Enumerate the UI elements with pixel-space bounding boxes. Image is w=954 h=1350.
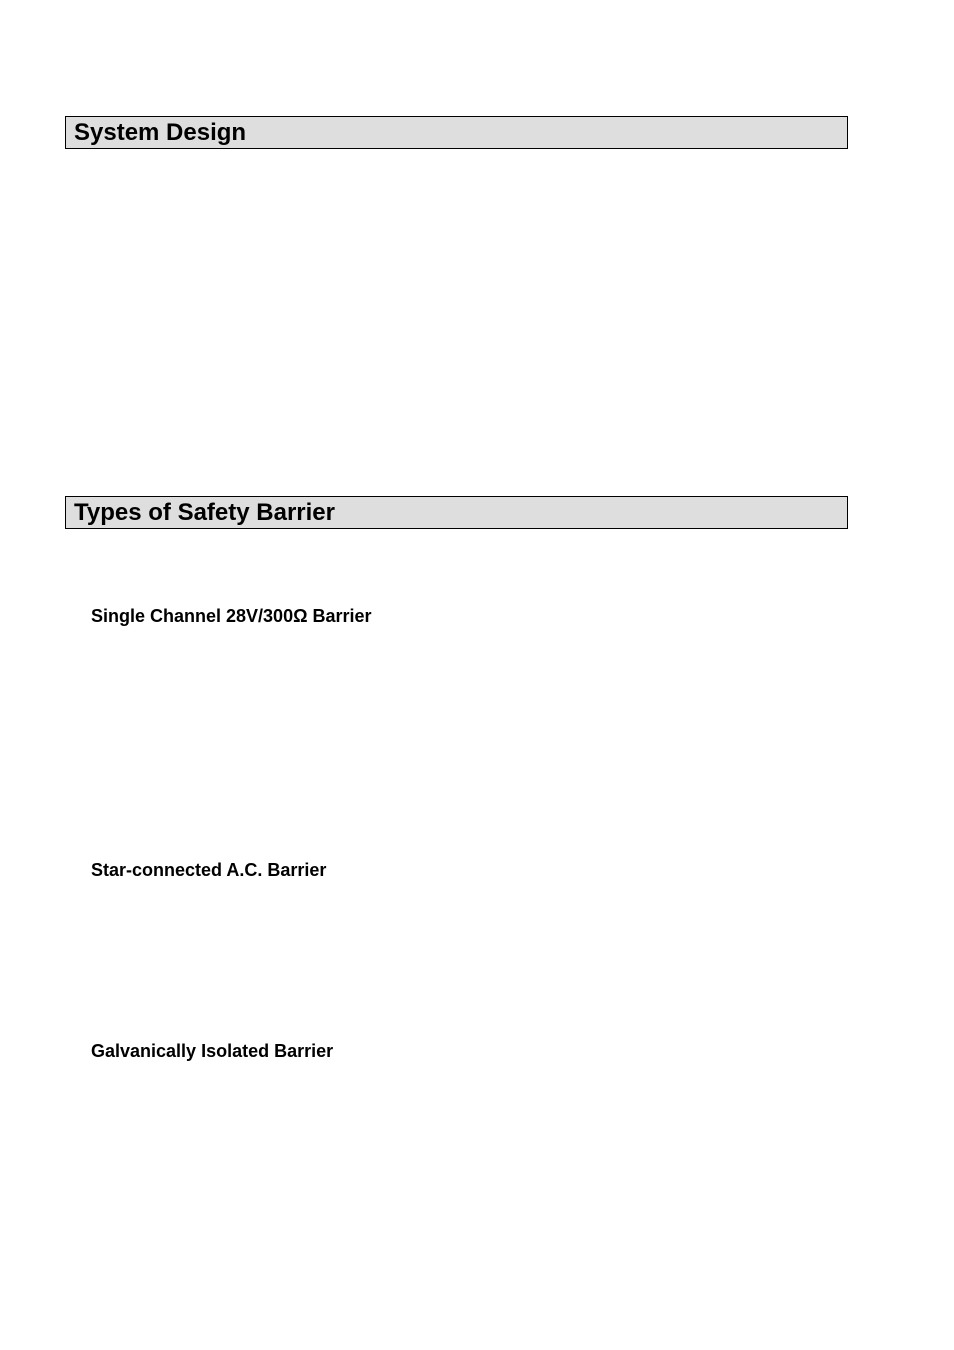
section-heading-system-design: System Design <box>65 116 848 149</box>
section-heading-types-of-safety-barrier: Types of Safety Barrier <box>65 496 848 529</box>
subheading-single-channel-barrier: Single Channel 28V/300Ω Barrier <box>91 606 372 626</box>
subheading-galvanically-isolated-barrier: Galvanically Isolated Barrier <box>91 1041 334 1061</box>
subheading-star-connected-ac-barrier: Star-connected A.C. Barrier <box>91 860 327 880</box>
